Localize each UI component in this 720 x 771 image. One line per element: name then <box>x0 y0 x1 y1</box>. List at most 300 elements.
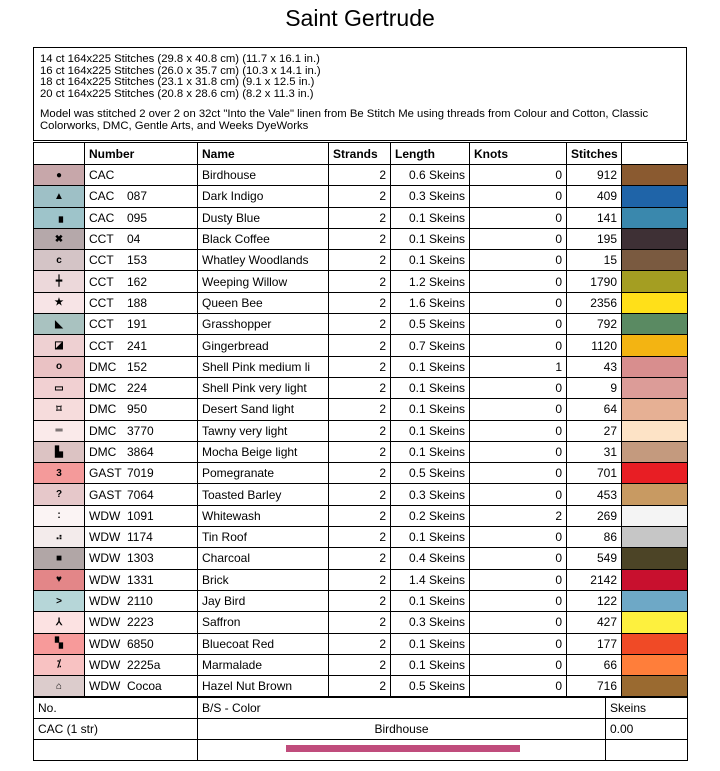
thread-name: Shell Pink medium li <box>198 356 329 377</box>
thread-length: 0.5 Skeins <box>391 463 470 484</box>
thread-length: 0.1 Skeins <box>391 377 470 398</box>
model-note-line: Model was stitched 2 over 2 on 32ct "Into the Vale" linen from Be Stitch Me using threads from Colour and Cotton, Classic <box>40 108 649 121</box>
thread-code: 2225a <box>127 657 161 672</box>
thread-name: Queen Bee <box>198 292 329 313</box>
thread-number <box>85 186 198 207</box>
thread-brand: CCT <box>89 338 114 353</box>
thread-number <box>85 377 198 398</box>
color-swatch-fill <box>622 655 687 675</box>
thread-strands: 2 <box>329 165 391 186</box>
thread-knots: 0 <box>470 527 567 548</box>
thread-knots: 0 <box>470 441 567 462</box>
thread-name: Mocha Beige light <box>198 441 329 462</box>
thread-strands: 2 <box>329 292 391 313</box>
thread-color-swatch <box>622 335 688 356</box>
thread-number <box>85 654 198 675</box>
thread-color-swatch <box>622 548 688 569</box>
thread-brand: CCT <box>89 232 114 247</box>
thread-brand: CCT <box>89 295 114 310</box>
thread-stitches: 269 <box>567 505 622 526</box>
header-name: Name <box>198 143 329 165</box>
thread-stitches: 716 <box>567 676 622 697</box>
thread-row <box>34 527 688 548</box>
thread-strands: 2 <box>329 654 391 675</box>
thread-knots: 0 <box>470 654 567 675</box>
color-swatch-fill <box>622 548 687 568</box>
thread-symbol: ◪ <box>34 335 85 356</box>
size-line: 16 ct 164x225 Stitches (26.0 x 35.7 cm) (10.3 x 14.1 in.) <box>40 64 321 77</box>
thread-length: 0.5 Skeins <box>391 314 470 335</box>
thread-code: 224 <box>127 381 148 396</box>
thread-knots: 0 <box>470 590 567 611</box>
thread-code: 04 <box>127 232 141 247</box>
thread-code: 162 <box>127 274 148 289</box>
thread-number <box>85 228 198 249</box>
thread-code: 950 <box>127 402 148 417</box>
thread-code: 1091 <box>127 508 154 523</box>
thread-brand: WDW <box>89 657 121 672</box>
thread-name: Dusty Blue <box>198 207 329 228</box>
thread-length: 1.6 Skeins <box>391 292 470 313</box>
thread-symbol: o <box>34 356 85 377</box>
header-number: Number <box>85 143 198 165</box>
thread-symbol: > <box>34 590 85 611</box>
thread-symbol: ★ <box>34 292 85 313</box>
thread-brand: WDW <box>89 636 121 651</box>
thread-stitches: 409 <box>567 186 622 207</box>
thread-code: 153 <box>127 253 148 268</box>
color-swatch-fill <box>622 484 687 504</box>
thread-color-swatch <box>622 271 688 292</box>
thread-strands: 2 <box>329 420 391 441</box>
color-swatch-fill <box>622 527 687 547</box>
thread-length: 0.1 Skeins <box>391 527 470 548</box>
thread-symbol: ✖ <box>34 228 85 249</box>
thread-row <box>34 399 688 420</box>
header-stitches: Stitches <box>567 143 622 165</box>
thread-strands: 2 <box>329 441 391 462</box>
thread-length: 0.1 Skeins <box>391 399 470 420</box>
thread-code: 1303 <box>127 551 154 566</box>
thread-name: Marmalade <box>198 654 329 675</box>
thread-number <box>85 441 198 462</box>
thread-code: 2223 <box>127 615 154 630</box>
header-length: Length <box>391 143 470 165</box>
thread-length: 0.3 Skeins <box>391 612 470 633</box>
thread-symbol: ▗ <box>34 207 85 228</box>
color-swatch-fill <box>622 612 687 632</box>
thread-strands: 2 <box>329 186 391 207</box>
thread-row <box>34 314 688 335</box>
thread-number <box>85 207 198 228</box>
thread-brand: CCT <box>89 317 114 332</box>
thread-color-swatch <box>622 228 688 249</box>
thread-name: Dark Indigo <box>198 186 329 207</box>
thread-knots: 1 <box>470 356 567 377</box>
thread-brand: DMC <box>89 381 117 396</box>
thread-stitches: 31 <box>567 441 622 462</box>
thread-color-swatch <box>622 527 688 548</box>
thread-number <box>85 676 198 697</box>
thread-color-swatch <box>622 377 688 398</box>
thread-symbol: ● <box>34 165 85 186</box>
color-swatch-fill <box>622 591 687 611</box>
thread-number <box>85 527 198 548</box>
thread-stitches: 43 <box>567 356 622 377</box>
color-swatch-fill <box>622 229 687 249</box>
thread-strands: 2 <box>329 612 391 633</box>
thread-strands: 2 <box>329 377 391 398</box>
thread-stitches: 86 <box>567 527 622 548</box>
color-swatch-fill <box>622 570 687 590</box>
thread-brand: CAC <box>89 189 115 204</box>
thread-length: 0.1 Skeins <box>391 356 470 377</box>
thread-code: 095 <box>127 210 148 225</box>
thread-brand: WDW <box>89 679 121 694</box>
thread-stitches: 64 <box>567 399 622 420</box>
thread-name: Charcoal <box>198 548 329 569</box>
color-swatch-fill <box>622 357 687 377</box>
thread-symbol: 3 <box>34 463 85 484</box>
color-swatch-fill <box>622 208 687 228</box>
thread-strands: 2 <box>329 505 391 526</box>
backstitch-line-row <box>34 740 688 761</box>
thread-number <box>85 165 198 186</box>
thread-length: 0.1 Skeins <box>391 654 470 675</box>
thread-number <box>85 335 198 356</box>
thread-stitches: 2356 <box>567 292 622 313</box>
color-swatch-fill <box>622 463 687 483</box>
size-line: 20 ct 164x225 Stitches (20.8 x 28.6 cm) (8.2 x 11.3 in.) <box>40 87 314 100</box>
color-swatch-fill <box>622 676 687 696</box>
thread-stitches: 549 <box>567 548 622 569</box>
thread-color-swatch <box>622 420 688 441</box>
color-swatch-fill <box>622 421 687 441</box>
color-swatch-fill <box>622 335 687 355</box>
header-knots: Knots <box>470 143 567 165</box>
thread-row <box>34 676 688 697</box>
thread-stitches: 701 <box>567 463 622 484</box>
thread-row <box>34 569 688 590</box>
thread-code: 3770 <box>127 423 154 438</box>
chart-info-box <box>33 47 687 141</box>
thread-strands: 2 <box>329 590 391 611</box>
thread-row <box>34 612 688 633</box>
thread-stitches: 1790 <box>567 271 622 292</box>
thread-brand: WDW <box>89 594 121 609</box>
thread-row <box>34 463 688 484</box>
thread-stitches: 177 <box>567 633 622 654</box>
thread-stitches: 122 <box>567 590 622 611</box>
thread-row <box>34 207 688 228</box>
thread-strands: 2 <box>329 207 391 228</box>
thread-color-swatch <box>622 463 688 484</box>
thread-number <box>85 463 198 484</box>
thread-strands: 2 <box>329 399 391 420</box>
thread-brand: WDW <box>89 508 121 523</box>
thread-knots: 0 <box>470 186 567 207</box>
thread-name: Tin Roof <box>198 527 329 548</box>
thread-row <box>34 548 688 569</box>
thread-length: 0.1 Skeins <box>391 633 470 654</box>
thread-code: 152 <box>127 359 148 374</box>
thread-length: 0.2 Skeins <box>391 505 470 526</box>
thread-strands: 2 <box>329 633 391 654</box>
color-swatch-fill <box>622 186 687 206</box>
thread-color-swatch <box>622 654 688 675</box>
thread-symbol: ⌑ <box>34 399 85 420</box>
thread-length: 0.1 Skeins <box>391 250 470 271</box>
color-swatch-fill <box>622 271 687 291</box>
thread-length: 0.7 Skeins <box>391 335 470 356</box>
thread-color-swatch <box>622 292 688 313</box>
thread-brand: DMC <box>89 359 117 374</box>
thread-name: Hazel Nut Brown <box>198 676 329 697</box>
thread-code: 241 <box>127 338 148 353</box>
thread-code: 2110 <box>127 594 153 609</box>
thread-brand: CAC <box>89 168 115 183</box>
thread-name: Shell Pink very light <box>198 377 329 398</box>
thread-symbol: ⠴ <box>34 527 85 548</box>
backstitch-table <box>33 697 688 761</box>
thread-brand: CCT <box>89 253 114 268</box>
thread-knots: 0 <box>470 548 567 569</box>
thread-symbol: ▙ <box>34 441 85 462</box>
thread-row <box>34 377 688 398</box>
thread-name: Gingerbread <box>198 335 329 356</box>
thread-color-swatch <box>622 569 688 590</box>
thread-strands: 2 <box>329 569 391 590</box>
backstitch-col-no: No. <box>34 698 198 719</box>
thread-symbol: ⅄ <box>34 612 85 633</box>
thread-strands: 2 <box>329 228 391 249</box>
thread-symbol: ⁒ <box>34 654 85 675</box>
thread-number <box>85 292 198 313</box>
thread-stitches: 27 <box>567 420 622 441</box>
thread-symbol: c <box>34 250 85 271</box>
thread-number <box>85 548 198 569</box>
thread-length: 0.3 Skeins <box>391 484 470 505</box>
thread-number <box>85 314 198 335</box>
thread-brand: DMC <box>89 445 117 459</box>
thread-brand: WDW <box>89 530 121 545</box>
thread-row <box>34 271 688 292</box>
thread-knots: 0 <box>470 463 567 484</box>
thread-knots: 0 <box>470 569 567 590</box>
thread-length: 0.1 Skeins <box>391 207 470 228</box>
thread-row <box>34 484 688 505</box>
thread-knots: 0 <box>470 314 567 335</box>
thread-number <box>85 612 198 633</box>
thread-code: 188 <box>127 295 148 310</box>
thread-knots: 0 <box>470 420 567 441</box>
thread-knots: 0 <box>470 484 567 505</box>
thread-number <box>85 356 198 377</box>
thread-number <box>85 505 198 526</box>
thread-number <box>85 420 198 441</box>
thread-row <box>34 335 688 356</box>
thread-symbol: ▚ <box>34 633 85 654</box>
thread-name: Weeping Willow <box>198 271 329 292</box>
thread-number <box>85 399 198 420</box>
thread-brand: GAST <box>89 487 122 502</box>
backstitch-line-sample <box>286 745 520 752</box>
thread-code: Cocoa <box>127 679 162 694</box>
thread-name: Tawny very light <box>198 420 329 441</box>
thread-strands: 2 <box>329 463 391 484</box>
thread-stitches: 453 <box>567 484 622 505</box>
thread-knots: 0 <box>470 335 567 356</box>
thread-stitches: 792 <box>567 314 622 335</box>
thread-knots: 2 <box>470 505 567 526</box>
thread-stitches: 15 <box>567 250 622 271</box>
thread-number <box>85 633 198 654</box>
thread-number <box>85 250 198 271</box>
thread-length: 0.1 Skeins <box>391 590 470 611</box>
color-swatch-fill <box>622 165 687 185</box>
thread-length: 1.4 Skeins <box>391 569 470 590</box>
backstitch-header-row <box>34 698 688 719</box>
thread-name: Whatley Woodlands <box>198 250 329 271</box>
thread-row <box>34 654 688 675</box>
thread-knots: 0 <box>470 207 567 228</box>
thread-stitches: 195 <box>567 228 622 249</box>
thread-symbol: ▲ <box>34 186 85 207</box>
thread-code: 7064 <box>127 487 154 502</box>
thread-symbol: ┿ <box>34 271 85 292</box>
thread-knots: 0 <box>470 377 567 398</box>
thread-strands: 2 <box>329 356 391 377</box>
color-swatch-fill <box>622 442 687 462</box>
thread-row <box>34 292 688 313</box>
thread-color-swatch <box>622 590 688 611</box>
thread-knots: 0 <box>470 399 567 420</box>
thread-symbol: : <box>34 505 85 526</box>
thread-stitches: 2142 <box>567 569 622 590</box>
thread-knots: 0 <box>470 228 567 249</box>
backstitch-col-color: B/S - Color <box>198 698 606 719</box>
thread-row <box>34 505 688 526</box>
thread-symbol: ■ <box>34 548 85 569</box>
thread-row <box>34 441 688 462</box>
thread-strands: 2 <box>329 548 391 569</box>
thread-row <box>34 165 688 186</box>
thread-symbol: ═ <box>34 420 85 441</box>
thread-brand: DMC <box>89 402 117 417</box>
header-strands: Strands <box>329 143 391 165</box>
thread-stitches: 1120 <box>567 335 622 356</box>
thread-knots: 0 <box>470 676 567 697</box>
thread-row <box>34 633 688 654</box>
backstitch-number: CAC (1 str) <box>34 719 198 740</box>
thread-length: 0.1 Skeins <box>391 441 470 462</box>
thread-length: 0.1 Skeins <box>391 420 470 441</box>
page-title: Saint Gertrude <box>285 5 435 31</box>
size-line: 14 ct 164x225 Stitches (29.8 x 40.8 cm) (11.7 x 16.1 in.) <box>40 53 320 65</box>
thread-color-swatch <box>622 250 688 271</box>
thread-name: Whitewash <box>198 505 329 526</box>
thread-symbol: ▭ <box>34 377 85 398</box>
thread-color-swatch <box>622 186 688 207</box>
thread-name: Grasshopper <box>198 314 329 335</box>
thread-brand: CAC <box>89 210 115 225</box>
header-color <box>622 143 688 165</box>
color-swatch-fill <box>622 250 687 270</box>
color-swatch-fill <box>622 314 687 334</box>
thread-name: Birdhouse <box>198 165 329 186</box>
thread-strands: 2 <box>329 676 391 697</box>
thread-length: 0.3 Skeins <box>391 186 470 207</box>
thread-name: Saffron <box>198 612 329 633</box>
thread-strands: 2 <box>329 314 391 335</box>
color-swatch-fill <box>622 293 687 313</box>
thread-code: 087 <box>127 189 148 204</box>
backstitch-col-skeins: Skeins <box>606 698 688 719</box>
thread-color-swatch <box>622 505 688 526</box>
thread-stitches: 66 <box>567 654 622 675</box>
thread-name: Bluecoat Red <box>198 633 329 654</box>
thread-length: 0.1 Skeins <box>391 228 470 249</box>
thread-number <box>85 271 198 292</box>
thread-strands: 2 <box>329 250 391 271</box>
thread-name: Brick <box>198 569 329 590</box>
thread-row <box>34 250 688 271</box>
thread-brand: GAST <box>89 466 122 481</box>
thread-length: 0.4 Skeins <box>391 548 470 569</box>
thread-stitches: 141 <box>567 207 622 228</box>
thread-color-swatch <box>622 633 688 654</box>
thread-brand: WDW <box>89 615 121 630</box>
thread-stitches: 9 <box>567 377 622 398</box>
backstitch-name: Birdhouse <box>198 719 606 740</box>
thread-brand: WDW <box>89 572 121 587</box>
backstitch-row <box>34 719 688 740</box>
thread-color-swatch <box>622 399 688 420</box>
thread-color-swatch <box>622 484 688 505</box>
thread-name: Toasted Barley <box>198 484 329 505</box>
thread-length: 1.2 Skeins <box>391 271 470 292</box>
thread-row <box>34 590 688 611</box>
thread-color-swatch <box>622 207 688 228</box>
thread-name: Black Coffee <box>198 228 329 249</box>
thread-code: 7019 <box>127 466 154 481</box>
thread-code: 6850 <box>127 636 154 651</box>
thread-row <box>34 356 688 377</box>
thread-code: 3864 <box>127 445 154 459</box>
thread-symbol: ◣ <box>34 314 85 335</box>
thread-stitches: 912 <box>567 165 622 186</box>
thread-symbol: ♥ <box>34 569 85 590</box>
color-swatch-fill <box>622 378 687 398</box>
thread-number <box>85 590 198 611</box>
thread-strands: 2 <box>329 271 391 292</box>
table-header-row <box>34 143 688 165</box>
thread-number <box>85 569 198 590</box>
thread-length: 0.5 Skeins <box>391 676 470 697</box>
thread-color-swatch <box>622 612 688 633</box>
thread-knots: 0 <box>470 292 567 313</box>
thread-knots: 0 <box>470 633 567 654</box>
thread-code: 1174 <box>127 530 153 545</box>
thread-stitches: 427 <box>567 612 622 633</box>
thread-code: 191 <box>127 317 148 332</box>
thread-length: 0.6 Skeins <box>391 165 470 186</box>
thread-knots: 0 <box>470 250 567 271</box>
thread-color-swatch <box>622 356 688 377</box>
thread-strands: 2 <box>329 484 391 505</box>
thread-brand: DMC <box>89 423 117 438</box>
thread-name: Pomegranate <box>198 463 329 484</box>
